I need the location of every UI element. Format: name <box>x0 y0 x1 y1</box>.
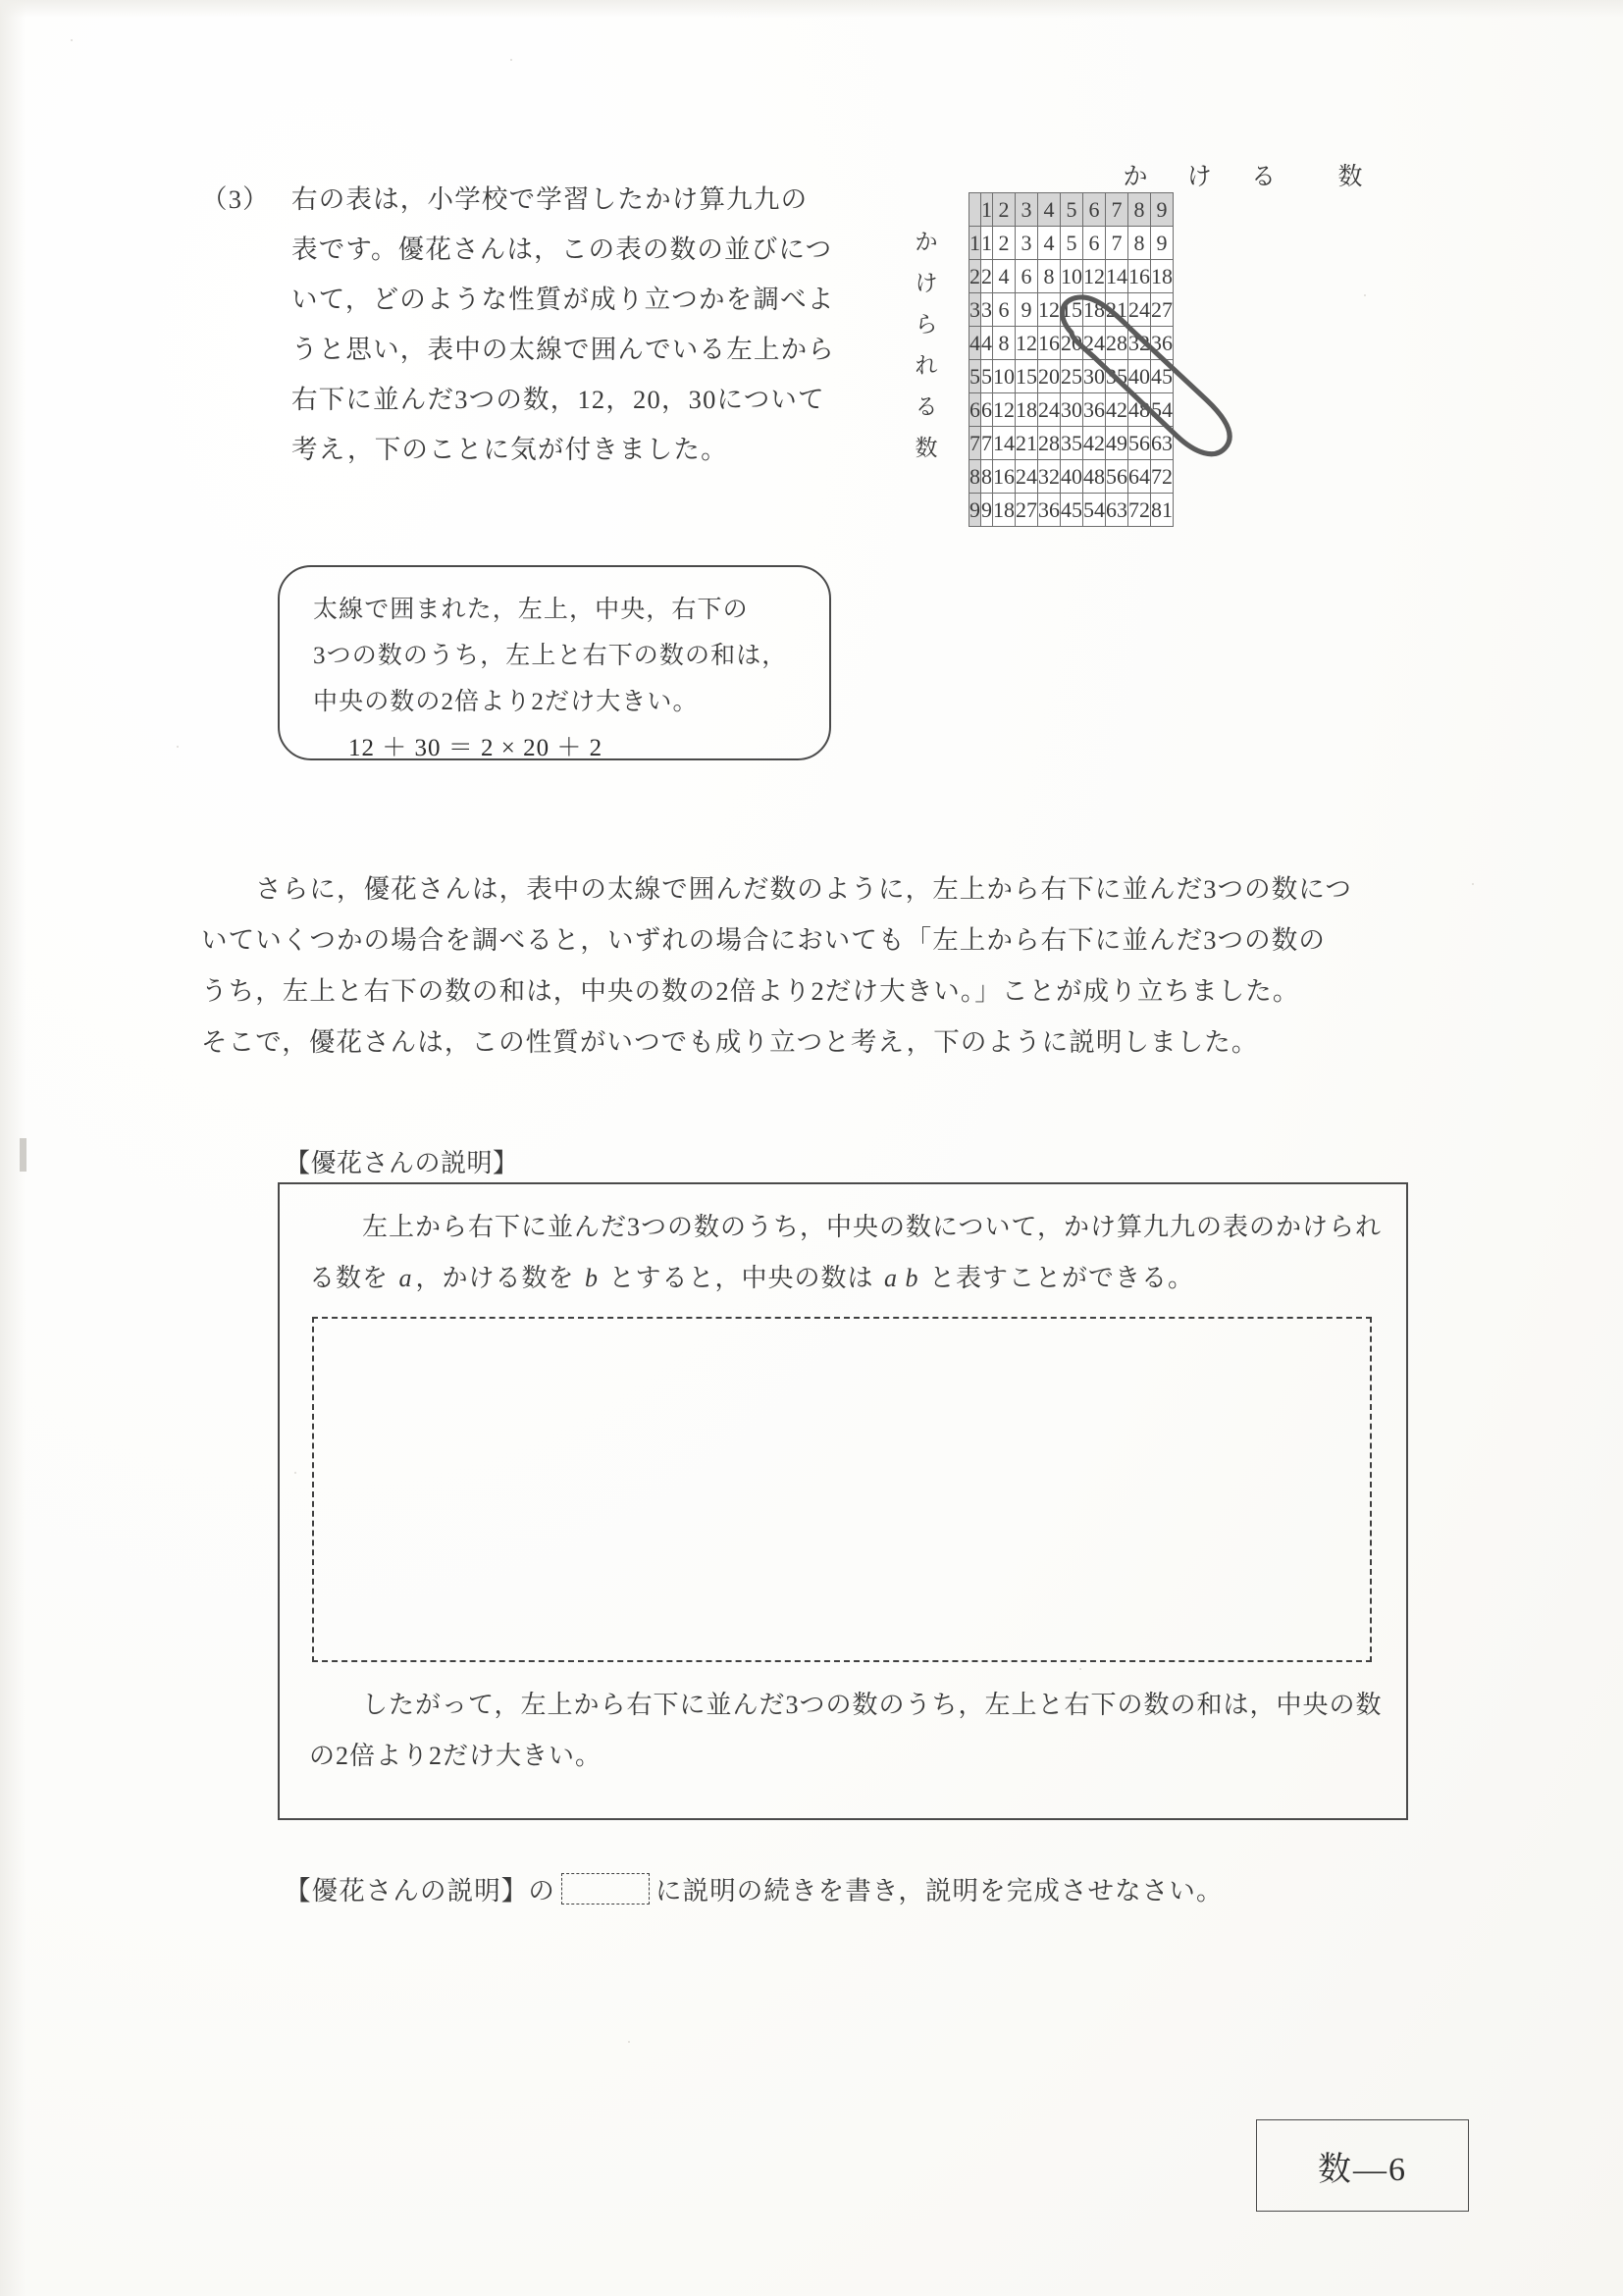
explanation-box <box>278 1182 1408 1820</box>
table-cell: 72 <box>1151 460 1174 494</box>
table-cell: 12 <box>1016 327 1038 360</box>
explanation-text: と表すことができる。 <box>921 1264 1195 1292</box>
table-row-header: 9 <box>969 494 981 527</box>
table-col-header: 3 <box>1016 193 1038 227</box>
statement-equation: 12 ＋ 30 ＝ 2 × 20 ＋ 2 <box>348 735 603 761</box>
table-row-axis-char: る <box>915 394 938 419</box>
scan-speck <box>71 39 73 41</box>
question-block <box>201 175 835 475</box>
table-row <box>969 393 1174 427</box>
table-cell: 6 <box>1016 260 1038 293</box>
table-cell: 35 <box>1106 360 1128 393</box>
table-row-header: 1 <box>969 227 981 260</box>
explanation-line: 左上から右下に並んだ3つの数のうち，中央の数について，かけ算九九の表のかけられ <box>309 1213 1382 1241</box>
table-row-header: 7 <box>969 427 981 460</box>
math-variable: b <box>585 1264 600 1292</box>
table-cell: 6 <box>981 393 993 427</box>
table-col-header: 4 <box>1038 193 1061 227</box>
intro-line: うち，左上と右下の数の和は，中央の数の2倍より2だけ大きい。」ことが成り立ちました。 <box>201 976 1300 1006</box>
table-row <box>969 494 1174 527</box>
question-line: 考え，下のことに気が付きました。 <box>291 435 728 464</box>
explanation-text: る数を <box>309 1264 396 1292</box>
scan-speck <box>1472 883 1474 885</box>
table-cell: 9 <box>981 494 993 527</box>
table-cell: 4 <box>1038 227 1061 260</box>
table-cell: 63 <box>1151 427 1174 460</box>
intro-line: そこで，優花さんは，この性質がいつでも成り立つと考え，下のように説明しました。 <box>201 1027 1259 1057</box>
table-cell: 48 <box>1128 393 1151 427</box>
page-registration-tick <box>20 1138 26 1172</box>
table-cell: 7 <box>981 427 993 460</box>
table-cell: 18 <box>1151 260 1174 293</box>
table-cell: 15 <box>1016 360 1038 393</box>
explanation-text: とすると，中央の数は <box>602 1264 882 1292</box>
table-col-header: 2 <box>993 193 1016 227</box>
table-cell: 5 <box>1061 227 1083 260</box>
table-row <box>969 260 1174 293</box>
table-cell: 16 <box>993 460 1016 494</box>
table-cell: 8 <box>981 460 993 494</box>
table-cell: 21 <box>1016 427 1038 460</box>
scan-speck <box>1079 1668 1081 1670</box>
explanation-line <box>309 1253 1379 1304</box>
table-cell: 8 <box>1038 260 1061 293</box>
table-row-header: 5 <box>969 360 981 393</box>
table-col-header: 9 <box>1151 193 1174 227</box>
table-cell: 36 <box>1151 327 1174 360</box>
table-column-axis-label: か け る 数 <box>1123 164 1380 190</box>
table-cell: 40 <box>1128 360 1151 393</box>
scan-edge-top <box>0 0 1623 18</box>
table-cell: 12 <box>1038 293 1061 327</box>
table-cell: 18 <box>1083 293 1106 327</box>
table-cell: 56 <box>1128 427 1151 460</box>
table-cell: 18 <box>1016 393 1038 427</box>
table-cell: 35 <box>1061 427 1083 460</box>
table-cell: 49 <box>1106 427 1128 460</box>
explanation-text: ，かける数を <box>415 1264 583 1292</box>
table-cell: 30 <box>1083 360 1106 393</box>
table-cell: 12 <box>1083 260 1106 293</box>
scan-speck <box>177 746 179 748</box>
table-row <box>969 227 1174 260</box>
table-header-row <box>969 193 1174 227</box>
table-cell: 72 <box>1128 494 1151 527</box>
table-cell: 36 <box>1038 494 1061 527</box>
table-cell: 81 <box>1151 494 1174 527</box>
table-row <box>969 327 1174 360</box>
table-row-header: 2 <box>969 260 981 293</box>
table-cell: 56 <box>1106 460 1128 494</box>
table-row-header: 8 <box>969 460 981 494</box>
table-row-axis-char: れ <box>915 353 938 378</box>
intro-paragraph <box>201 863 1418 1068</box>
table-row-header: 3 <box>969 293 981 327</box>
table-row <box>969 427 1174 460</box>
table-row-axis-label <box>912 222 941 469</box>
table-col-header: 6 <box>1083 193 1106 227</box>
table-cell: 24 <box>1083 327 1106 360</box>
scan-speck <box>510 59 512 61</box>
math-variable: a <box>398 1264 413 1292</box>
table-cell: 10 <box>1061 260 1083 293</box>
table-cell: 6 <box>993 293 1016 327</box>
answer-write-area[interactable] <box>312 1317 1372 1662</box>
question-line: うと思い，表中の太線で囲んでいる左上から <box>291 335 835 364</box>
table-row <box>969 293 1174 327</box>
explanation-top-text <box>309 1202 1382 1304</box>
explanation-line: の2倍より2だけ大きい。 <box>309 1742 602 1770</box>
table-cell: 27 <box>1151 293 1174 327</box>
table-cell: 8 <box>1128 227 1151 260</box>
explanation-label: 【優花さんの説明】 <box>285 1149 519 1177</box>
table-cell: 5 <box>981 360 993 393</box>
question-line: 右下に並んだ3つの数，12，20，30について <box>291 385 825 414</box>
table-cell: 28 <box>1106 327 1128 360</box>
scan-speck <box>294 1472 296 1474</box>
math-variable: a b <box>884 1264 919 1292</box>
multiplication-table <box>969 192 1174 527</box>
table-cell: 54 <box>1151 393 1174 427</box>
intro-line: いていくつかの場合を調べると，いずれの場合においても「左上から右下に並んだ3つの数の <box>201 925 1326 955</box>
table-cell: 30 <box>1061 393 1083 427</box>
table-cell: 3 <box>1016 227 1038 260</box>
question-line: 右の表は，小学校で学習したかけ算九九の <box>291 184 809 214</box>
statement-line: 太線で囲まれた，左上，中央，右下の <box>313 597 749 623</box>
table-row <box>969 360 1174 393</box>
table-cell: 32 <box>1128 327 1151 360</box>
inline-dashed-box-icon <box>561 1873 650 1905</box>
table-cell: 45 <box>1151 360 1174 393</box>
table-cell: 24 <box>1038 393 1061 427</box>
page-number-label: 数—6 <box>1318 2151 1407 2188</box>
explanation-bottom-text <box>309 1680 1383 1782</box>
page-number-box <box>1256 2119 1469 2212</box>
table-col-header: 8 <box>1128 193 1151 227</box>
table-cell: 6 <box>1083 227 1106 260</box>
table-cell: 28 <box>1038 427 1061 460</box>
table-row-axis-char: ら <box>915 312 938 337</box>
table-row-header: 6 <box>969 393 981 427</box>
table-cell: 4 <box>981 327 993 360</box>
table-col-header: 7 <box>1106 193 1128 227</box>
table-cell: 27 <box>1016 494 1038 527</box>
table-cell: 8 <box>993 327 1016 360</box>
table-col-header: 1 <box>981 193 993 227</box>
table-row-header: 4 <box>969 327 981 360</box>
table-row <box>969 460 1174 494</box>
question-number: （3） <box>201 184 270 214</box>
table-cell: 14 <box>1106 260 1128 293</box>
table-cell: 20 <box>1061 327 1083 360</box>
table-cell: 64 <box>1128 460 1151 494</box>
table-cell: 2 <box>981 260 993 293</box>
table-cell: 4 <box>993 260 1016 293</box>
table-cell: 40 <box>1061 460 1083 494</box>
table-cell: 15 <box>1061 293 1083 327</box>
table-cell: 42 <box>1083 427 1106 460</box>
final-instruction-after: に説明の続きを書き，説明を完成させなさい。 <box>655 1876 1224 1905</box>
table-col-header: 5 <box>1061 193 1083 227</box>
table-cell: 9 <box>1016 293 1038 327</box>
table-cell: 63 <box>1106 494 1128 527</box>
table-cell: 21 <box>1106 293 1128 327</box>
table-cell: 42 <box>1106 393 1128 427</box>
table-row-axis-char: け <box>915 271 938 295</box>
table-cell: 16 <box>1128 260 1151 293</box>
final-instruction-before: 【優花さんの説明】の <box>285 1876 555 1905</box>
table-cell: 14 <box>993 427 1016 460</box>
table-cell: 1 <box>981 227 993 260</box>
table-cell: 24 <box>1128 293 1151 327</box>
table-cell: 32 <box>1038 460 1061 494</box>
table-cell: 24 <box>1016 460 1038 494</box>
table-cell: 2 <box>993 227 1016 260</box>
statement-line: 中央の数の2倍より2だけ大きい。 <box>313 689 699 715</box>
table-cell: 36 <box>1083 393 1106 427</box>
question-line: いて，どのような性質が成り立つかを調べよ <box>291 285 835 314</box>
intro-line: さらに，優花さんは，表中の太線で囲んだ数のように，左上から右下に並んだ3つの数につ <box>201 874 1353 904</box>
table-cell: 54 <box>1083 494 1106 527</box>
table-cell: 3 <box>981 293 993 327</box>
table-cell: 25 <box>1061 360 1083 393</box>
table-cell: 7 <box>1106 227 1128 260</box>
table-cell: 48 <box>1083 460 1106 494</box>
final-instruction <box>285 1869 1224 1907</box>
scan-speck <box>1364 294 1366 296</box>
table-cell: 12 <box>993 393 1016 427</box>
table-cell: 45 <box>1061 494 1083 527</box>
table-corner-cell <box>969 193 981 227</box>
table-cell: 9 <box>1151 227 1174 260</box>
table-cell: 20 <box>1038 360 1061 393</box>
statement-box <box>278 565 831 760</box>
statement-line: 3つの数のうち，左上と右下の数の和は， <box>313 643 788 669</box>
scan-speck <box>628 2041 630 2043</box>
explanation-line: したがって，左上から右下に並んだ3つの数のうち，左上と右下の数の和は，中央の数 <box>309 1691 1383 1719</box>
table-cell: 18 <box>993 494 1016 527</box>
table-cell: 16 <box>1038 327 1061 360</box>
table-cell: 10 <box>993 360 1016 393</box>
table-row-axis-char: か <box>915 230 938 254</box>
table-row-axis-char: 数 <box>915 436 938 460</box>
question-line: 表です。優花さんは，この表の数の並びにつ <box>291 235 833 264</box>
